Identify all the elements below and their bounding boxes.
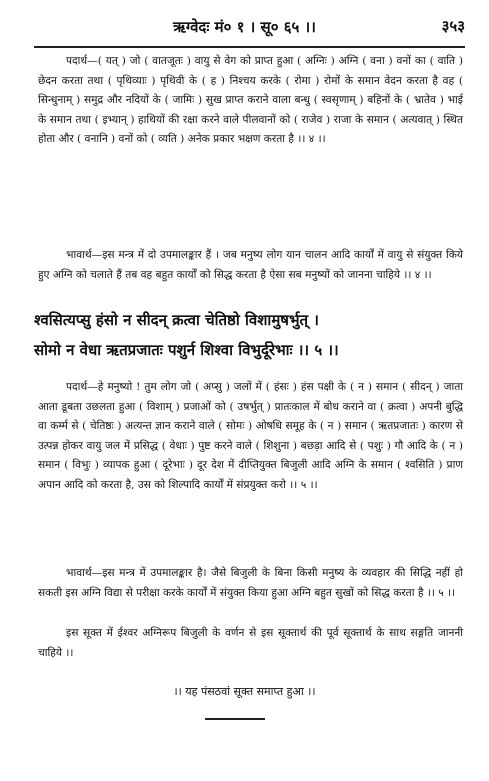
bhavartha-paragraph-4: भावार्थ—इस मन्त्र में दो उपमालङ्कार हैं । जब मनुष्य लोग यान चालन आदि कार्यों में वायु से संयुक्त किये हुए अग्नि को चलाते हैं तब वह बहुत कार्यों को सिद्ध करता है ऐसा सब मनुष्यों को जानना चाहिये ।। ४ ।। <box>38 249 463 281</box>
header-rule <box>34 46 465 48</box>
page-number: ३५३ <box>441 17 465 35</box>
sukta-closing: ।। यह पंसठवां सूक्त समाप्त हुआ ।। <box>173 685 316 698</box>
padartha-paragraph-5: पदार्थ—हे मनुष्यो ! तुम लोग जो ( अप्सु ) जलों में ( हंसः ) हंस पक्षी के ( न ) समान ( सीदन् ) जाता आता डूबता उछलता हुआ ( विशाम् ) प्रजाओं को ( उषर्भुत् ) प्रातःकाल में बोध कराने वा ( क्रत्वा ) अपनी बुद्धि वा कर्म्म से ( चेतिष्ठः ) अत्यन्त ज्ञान कराने वाले ( सोमः ) ओषधि समूह के ( न ) समान ( ऋतप्रजातः ) कारण से उत्पन्न होकर वायु जल में प्रसिद्ध ( वेधाः ) पुष्ट करने वाले ( शिशुना ) बछड़ा आदि से ( पशुः ) गौ आदि के ( न ) समान ( विभुः ) व्यापक हुआ ( दूरेभाः ) दूर देश में दीप्तियुक्त बिजुली आदि अग्नि के समान ( श्वसिति ) प्राण अपान आदि को करता है, उस को शिल्पादि कार्यों में संप्रयुक्त करो ।। ५ ।। <box>38 381 463 491</box>
mantra-line-2: सोमो न वेधा ऋतप्रजातः पशुर्न शिश्वा विभुर्दूरेभाः ।। ५ ।। <box>34 341 339 359</box>
end-rule <box>205 718 265 720</box>
running-header: ऋग्वेदः मं० १ । सू० ६५ ।। <box>173 18 316 36</box>
bhavartha-paragraph-5: भावार्थ—इस मन्त्र में उपमालङ्कार है। जैसे बिजुली के बिना किसी मनुष्य के व्यवहार की सिद्धि नहीं हो सकती इस अग्नि विद्या से परीक्षा करके कार्यों में संयुक्त किया हुआ अग्नि बहुत सुखों को सिद्ध करता है ।। ५ ।। <box>38 567 463 599</box>
padartha-paragraph-4: पदार्थ—( यत् ) जो ( वातजूतः ) वायु से वेग को प्राप्त हुआ ( अग्निः ) अग्नि ( वना ) वनों का ( वाति ) छेदन करता तथा ( पृथिव्याः ) पृथिवी के ( ह ) निश्चय करके ( रोमा ) रोमों के समान वेदन करता है वह ( सिन्धुनाम् ) समुद्र और नदियों के ( जामिः ) सुख प्राप्त कराने वाला बन्धु ( स्वसृणाम् ) बहिनों के ( भ्रातेव ) भाई के समान तथा ( इभ्यान् ) हाथियों की रक्षा करने वाले पीलवानों को ( राजेव ) राजा के समान ( अत्यवात् ) स्थित होता और ( वनानि ) वनों को ( व्यति ) अनेक प्रकार भक्षण करता है ।। ४ ।। <box>38 55 463 145</box>
sukta-summary: इस सूक्त में ईश्वर अग्निरूप बिजुली के वर्णन से इस सूक्तार्थ की पूर्व सूक्तार्थ के साथ सङ्गति जाननी चाहिये ।। <box>38 627 463 659</box>
mantra-line-1: श्वसित्यप्सु हंसो न सीदन् क्रत्वा चेतिष्ठो विशामुषर्भुत् । <box>34 311 319 329</box>
